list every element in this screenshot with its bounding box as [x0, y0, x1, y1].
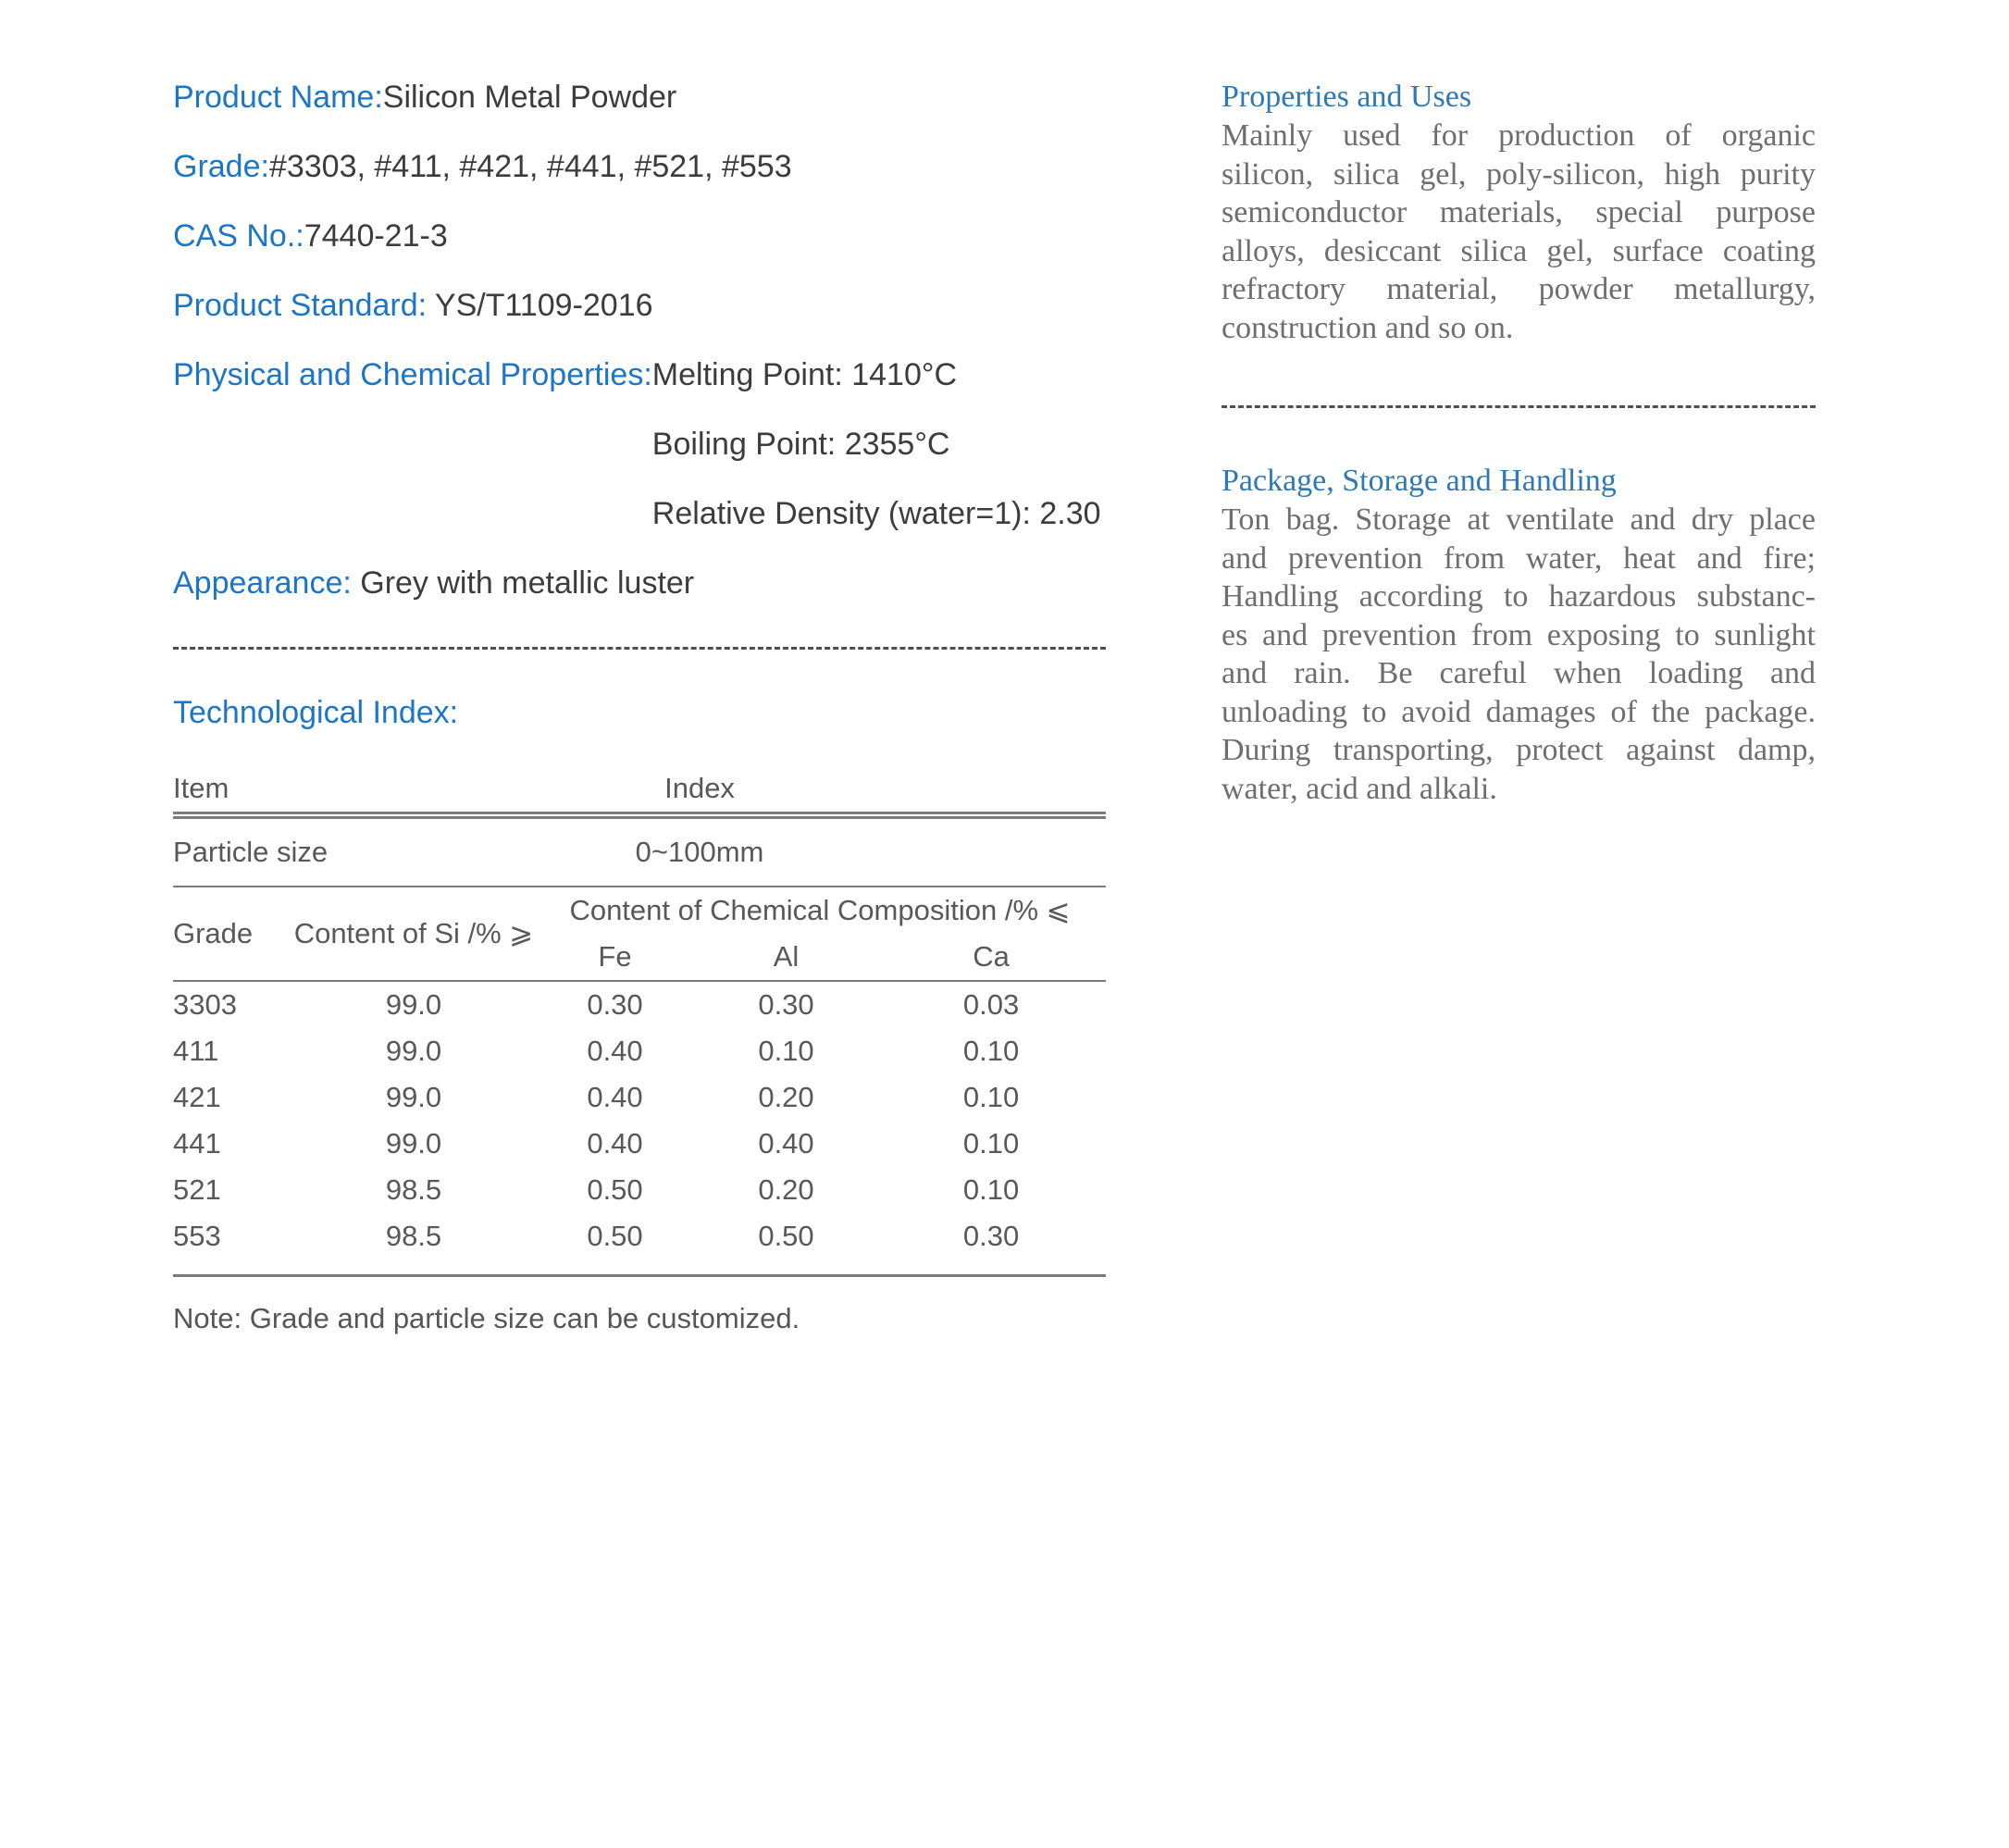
paragraph-line: water, acid and alkali.: [1222, 771, 1497, 806]
fe-cell: 0.40: [587, 1035, 643, 1067]
ca-cell: 0.30: [962, 1220, 1020, 1252]
table-row: [173, 1167, 1106, 1213]
si-cell: 99.0: [385, 1081, 442, 1113]
item-header: Item: [173, 765, 293, 815]
ca-cell: 0.10: [962, 1127, 1020, 1160]
al-column-header: Al: [696, 934, 876, 981]
si-column-header: Content of Si /% ⩾: [293, 887, 534, 981]
field-value: Silicon Metal Powder: [382, 80, 677, 115]
product-field-row: [173, 217, 1106, 255]
index-header: Index: [293, 765, 1106, 815]
table-header-row: [173, 765, 1106, 815]
left-column: [173, 78, 1106, 1338]
field-value: #3303, #411, #421, #441, #521, #553: [268, 149, 792, 184]
table-row: [173, 1213, 1106, 1259]
composition-header: Content of Chemical Composition /% ⩽: [569, 894, 1071, 926]
section-title-properties-and-uses: Properties and Uses: [1222, 80, 1472, 114]
product-field-row: [173, 78, 1106, 117]
al-cell: 0.20: [758, 1173, 814, 1206]
field-label: Product Name:: [173, 80, 383, 115]
field-label: Grade:: [173, 149, 269, 184]
product-field-row: [173, 425, 1106, 464]
field-value: Melting Point: 1410°C: [651, 357, 958, 392]
product-field-row: [173, 564, 1106, 602]
section-paragraph: [1222, 117, 1816, 347]
particle-size-row: [173, 815, 1106, 887]
section-title-package-storage-handling: Package, Storage and Handling: [1222, 464, 1617, 498]
paragraph-line: unloading to avoid damages of the package.: [1222, 694, 1816, 729]
paragraph-line: refractory material, powder metallurgy,: [1222, 272, 1816, 306]
al-cell: 0.40: [758, 1127, 814, 1160]
ca-cell: 0.10: [962, 1081, 1020, 1113]
paragraph-line: and rain. Be careful when loading and: [1222, 656, 1816, 690]
left-dashed-divider: [173, 647, 1106, 650]
grade-cell: 3303: [173, 988, 237, 1021]
ca-cell: 0.10: [962, 1035, 1020, 1067]
al-cell: 0.20: [758, 1081, 814, 1113]
particle-size-label: Particle size: [173, 815, 293, 887]
si-cell: 99.0: [385, 1127, 442, 1160]
paragraph-line: construction and so on.: [1222, 310, 1514, 345]
fe-cell: 0.40: [587, 1127, 643, 1160]
product-field-row: [173, 494, 1106, 533]
paragraph-line: es and prevention from exposing to sunlight: [1222, 617, 1816, 652]
field-label: Appearance:: [173, 565, 352, 601]
al-cell: 0.10: [758, 1035, 814, 1067]
product-field-row: [173, 286, 1106, 325]
paragraph-line: silicon, silica gel, poly-silicon, high purity: [1222, 156, 1816, 192]
paragraph-line: and prevention from water, heat and fire;: [1222, 540, 1816, 576]
ca-column-header: Ca: [876, 934, 1106, 981]
technological-index-title: Technological Index:: [173, 695, 459, 730]
paragraph-line: semiconductor materials, special purpose: [1222, 195, 1816, 229]
grade-cell: 411: [173, 1035, 219, 1067]
grade-column-header: Grade: [173, 887, 293, 981]
fe-cell: 0.40: [587, 1081, 643, 1113]
field-value: Boiling Point: 2355°C: [651, 427, 950, 462]
al-cell: 0.30: [758, 988, 814, 1021]
paragraph-line: alloys, desiccant silica gel, surface coating: [1222, 233, 1816, 268]
ca-cell: 0.10: [962, 1173, 1020, 1206]
fe-cell: 0.50: [587, 1173, 643, 1206]
grade-cell: 441: [173, 1127, 221, 1160]
si-cell: 98.5: [385, 1220, 442, 1252]
grade-cell: 521: [173, 1173, 221, 1206]
grade-cell: 421: [173, 1081, 221, 1113]
field-value: Grey with metallic luster: [351, 565, 695, 601]
fe-cell: 0.50: [587, 1220, 643, 1252]
table-row: [173, 1121, 1106, 1167]
field-value: YS/T1109-2016: [427, 288, 653, 323]
right-dashed-divider: [1222, 405, 1816, 408]
paragraph-line: Handling according to hazardous substanc-: [1222, 579, 1816, 614]
al-cell: 0.50: [758, 1220, 814, 1252]
technological-index-table: [173, 765, 1106, 1259]
particle-size-value: 0~100mm: [293, 815, 1106, 887]
paragraph-line: Mainly used for production of organic: [1222, 118, 1816, 153]
table-row: [173, 981, 1106, 1028]
product-field-row: [173, 355, 1106, 394]
table-note: Note: Grade and particle size can be customized.: [173, 1302, 800, 1334]
field-label: Physical and Chemical Properties:: [173, 357, 652, 392]
product-fields: [173, 78, 1106, 602]
ca-cell: 0.03: [962, 988, 1020, 1021]
table-row: [173, 1074, 1106, 1121]
fe-column-header: Fe: [534, 934, 696, 981]
composition-header-row: [173, 887, 1106, 934]
field-label: Product Standard:: [173, 288, 428, 323]
paragraph-line: Ton bag. Storage at ventilate and dry place: [1222, 502, 1816, 537]
field-value: Relative Density (water=1): 2.30: [651, 496, 1101, 531]
right-column: [1222, 78, 1816, 808]
si-cell: 99.0: [385, 1035, 442, 1067]
section-paragraph: [1222, 501, 1816, 808]
table-row: [173, 1028, 1106, 1074]
field-value: 7440-21-3: [304, 218, 448, 254]
table-bottom-rule: [173, 1274, 1106, 1277]
fe-cell: 0.30: [587, 988, 643, 1021]
grade-cell: 553: [173, 1220, 221, 1252]
paragraph-line: During transporting, protect against damp,: [1222, 733, 1816, 767]
product-field-row: [173, 147, 1106, 186]
si-cell: 99.0: [385, 988, 442, 1021]
field-label: CAS No.:: [173, 218, 304, 254]
si-cell: 98.5: [385, 1173, 442, 1206]
